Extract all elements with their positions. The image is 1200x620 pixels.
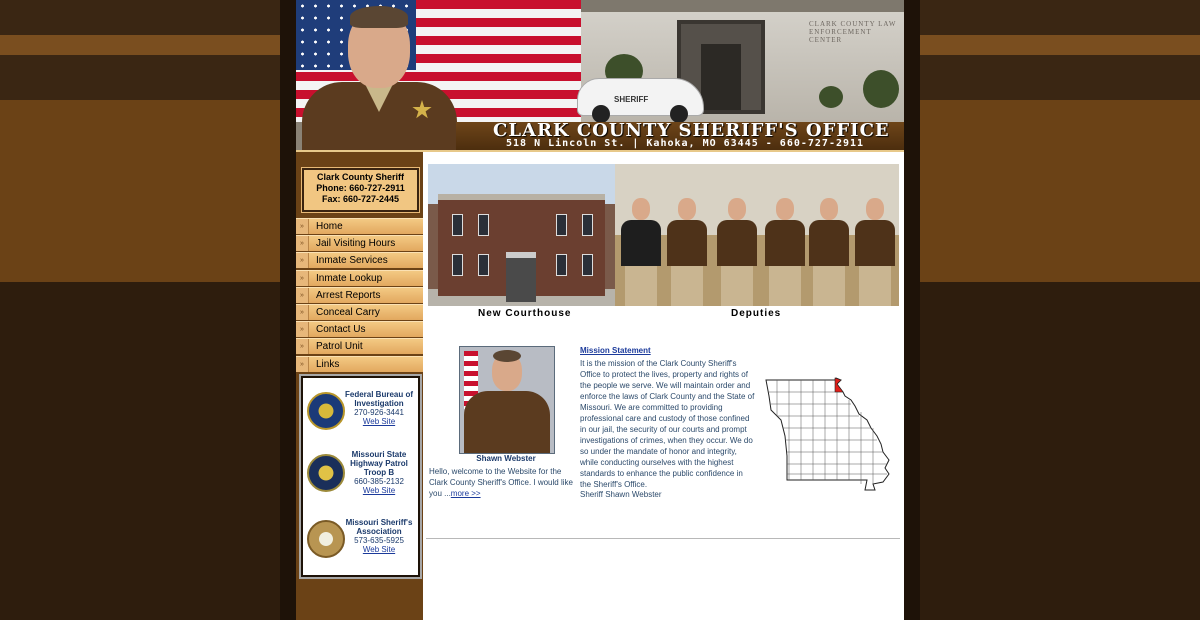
more-link[interactable]: more >> — [450, 489, 481, 498]
deputy-body — [765, 220, 805, 266]
contact-fax: Fax: 660-727-2445 — [321, 194, 400, 204]
deputies-caption: Deputies — [731, 308, 782, 319]
deputy-figure — [667, 198, 707, 306]
agency-phone: 573-635-5925 — [354, 536, 404, 545]
deputy-body — [717, 220, 757, 266]
nav-item-home[interactable] — [296, 218, 423, 234]
nav-item-inmate-services[interactable] — [296, 252, 423, 268]
building-sign: CLARK COUNTY LAW ENFORCEMENT CENTER — [809, 20, 897, 44]
main-content — [423, 152, 904, 620]
agency-phone: 660-385-2132 — [354, 477, 404, 486]
agency-msp — [303, 448, 418, 503]
sheriff-name: Shawn Webster — [476, 454, 536, 463]
nav-item-conceal-carry[interactable] — [296, 304, 423, 320]
nav-bullet-icon: » — [296, 339, 309, 354]
deputy-legs — [769, 266, 801, 306]
deputy-body — [809, 220, 849, 266]
building-roof — [581, 0, 904, 12]
welcome-text — [429, 466, 579, 499]
court-window — [556, 254, 567, 276]
left-border-stripe — [280, 0, 296, 620]
site-header — [296, 0, 904, 152]
deputy-head — [728, 198, 746, 220]
deputy-body — [667, 220, 707, 266]
nav-label: Links — [316, 358, 340, 370]
fbi-seal-icon — [307, 392, 345, 430]
agency-name: Missouri Sheriff's Association — [345, 518, 413, 536]
nav-item-jail-visiting-hours[interactable] — [296, 235, 423, 251]
nav-bullet-icon: » — [296, 219, 309, 234]
nav-label: Inmate Lookup — [316, 272, 383, 284]
building-door — [701, 44, 741, 110]
deputy-figure — [621, 198, 661, 306]
nav-bullet-icon: » — [296, 288, 309, 303]
agency-name: Federal Bureau of Investigation — [344, 390, 413, 408]
msa-seal-icon — [307, 520, 345, 558]
contact-name: Clark County Sheriff — [316, 172, 404, 182]
main-navigation — [296, 218, 423, 373]
deputy-head — [820, 198, 838, 220]
agency-info — [343, 390, 415, 426]
deputy-legs — [721, 266, 753, 306]
mission-statement-text: It is the mission of the Clark County Sheriff's Office to protect the lives, property and rights of the people we serve. We will maintain order and enforce the laws of Clark County and the State of Missouri. We are committed to providing professional care and custody of those confined in our jail, the security of our courts and prompt investigations of crimes, when they occur. We do so under the mandate of honor and integrity, while conducting ourselves with the highest standards to enhance the public confidence in the Sheriff's Office. — [580, 359, 755, 489]
nav-label: Jail Visiting Hours — [316, 238, 396, 250]
shrub — [819, 86, 843, 108]
nav-label: Inmate Services — [316, 255, 388, 267]
nav-label: Conceal Carry — [316, 306, 380, 318]
page-container — [296, 0, 904, 620]
sheriff-header-photo — [302, 0, 457, 152]
right-border-stripe — [904, 0, 920, 620]
welcome-message: Hello, welcome to the Website for the Clark County Sheriff's Office. I would like you ... — [429, 467, 573, 498]
agency-msa — [303, 516, 418, 571]
msp-seal-icon — [307, 454, 345, 492]
courthouse-building — [438, 194, 605, 296]
sheriff-portrait[interactable] — [459, 346, 555, 454]
clark-county-highlight — [835, 378, 843, 392]
deputy-head — [632, 198, 650, 220]
nav-label: Arrest Reports — [316, 289, 381, 301]
deputy-figure — [809, 198, 849, 306]
nav-item-arrest-reports[interactable] — [296, 287, 423, 303]
nav-label: Contact Us — [316, 324, 366, 336]
missouri-map-image — [763, 376, 893, 492]
site-title: CLARK COUNTY SHERIFF'S OFFICE — [493, 120, 890, 141]
agency-website-link[interactable]: Web Site — [362, 486, 396, 495]
mission-signature: Sheriff Shawn Webster — [580, 490, 662, 499]
deputy-legs — [813, 266, 845, 306]
deputy-legs — [671, 266, 703, 306]
nav-bullet-icon: » — [296, 305, 309, 320]
agency-name: Missouri State Highway Patrol Troop B — [350, 450, 408, 477]
mission-statement-heading[interactable]: Mission Statement — [580, 346, 651, 355]
sheriff-hair — [493, 350, 521, 362]
court-window — [478, 254, 489, 276]
deputy-figure — [765, 198, 805, 306]
agency-website-link[interactable]: Web Site — [362, 417, 396, 426]
contact-info-box — [302, 168, 419, 212]
courthouse-entrance — [506, 252, 536, 302]
patrol-car-image — [577, 78, 704, 116]
deputies-photo[interactable] — [615, 164, 899, 306]
sheriff-uniform — [464, 391, 550, 453]
deputy-figure — [855, 198, 895, 306]
contact-phone: Phone: 660-727-2911 — [316, 183, 405, 193]
agency-info — [343, 518, 415, 554]
nav-item-patrol-unit[interactable] — [296, 338, 423, 354]
court-window — [582, 214, 593, 236]
nav-item-links[interactable] — [296, 356, 423, 372]
court-window — [452, 254, 463, 276]
nav-bullet-icon: » — [296, 236, 309, 251]
court-window — [556, 214, 567, 236]
deputy-legs — [859, 266, 891, 306]
agency-info — [343, 450, 415, 495]
agency-fbi — [303, 388, 418, 443]
nav-label: Home — [316, 221, 343, 232]
law-enforcement-center-image — [581, 0, 904, 122]
shrub — [863, 70, 899, 108]
agency-website-link[interactable]: Web Site — [362, 545, 396, 554]
courthouse-photo[interactable] — [428, 164, 615, 306]
deputy-body — [855, 220, 895, 266]
site-address: 518 N Lincoln St. | Kahoka, MO 63445 - 660-727-2911 — [506, 138, 865, 149]
deputy-head — [678, 198, 696, 220]
agency-links-box — [301, 376, 420, 577]
deputy-figure — [717, 198, 757, 306]
missouri-state-outline — [766, 378, 889, 490]
content-divider — [426, 538, 900, 539]
deputy-body — [621, 220, 661, 266]
sheriff-hair — [350, 6, 408, 28]
nav-bullet-icon: » — [296, 322, 309, 337]
courthouse-caption: New Courthouse — [478, 308, 572, 319]
deputy-head — [776, 198, 794, 220]
court-window — [452, 214, 463, 236]
deputy-head — [866, 198, 884, 220]
court-window — [582, 254, 593, 276]
sidebar — [296, 152, 423, 620]
car-label: SHERIFF — [614, 95, 649, 104]
nav-bullet-icon: » — [296, 253, 309, 268]
court-window — [478, 214, 489, 236]
nav-item-inmate-lookup[interactable] — [296, 270, 423, 286]
agency-phone: 270-926-3441 — [354, 408, 404, 417]
nav-item-contact-us[interactable] — [296, 321, 423, 337]
deputy-legs — [625, 266, 657, 306]
nav-bullet-icon: » — [296, 357, 309, 372]
nav-label: Patrol Unit — [316, 341, 363, 353]
nav-bullet-icon: » — [296, 271, 309, 286]
